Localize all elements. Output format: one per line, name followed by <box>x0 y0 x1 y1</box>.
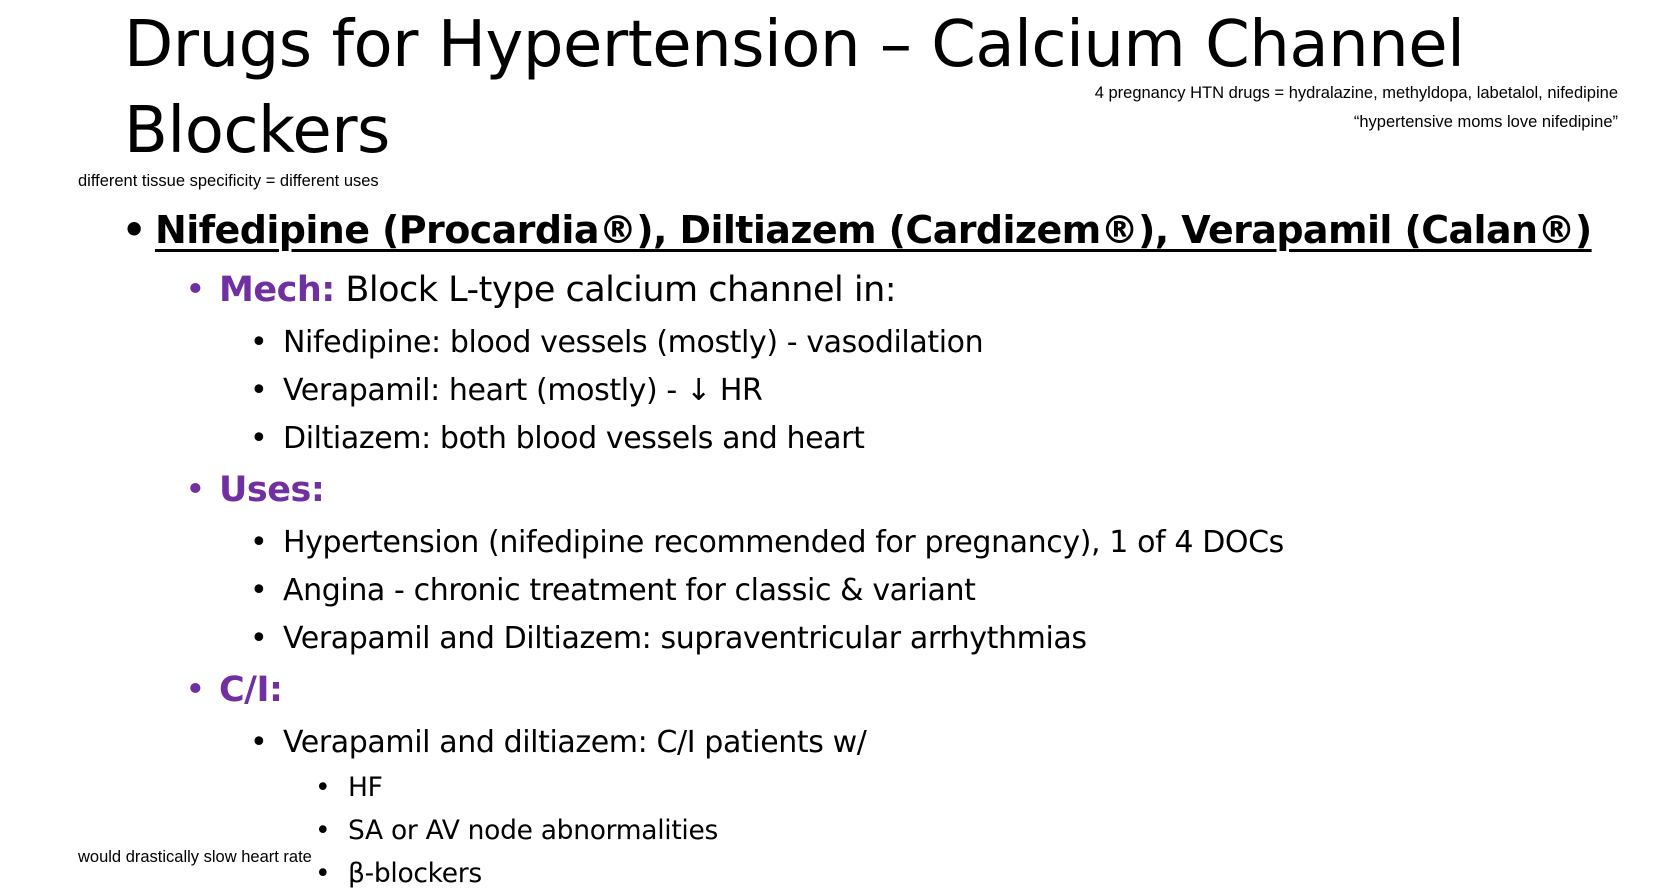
ci-item-text: Verapamil and diltiazem: C/I patients w/ <box>283 725 867 760</box>
mech-label: Mech: <box>219 270 335 310</box>
ci-subitem-text: SA or AV node abnormalities <box>348 815 718 846</box>
bullet-dot: • <box>250 525 268 560</box>
ci-subitem-text: HF <box>348 772 383 803</box>
bullet-dot: • <box>250 373 268 408</box>
uses-item-text: Angina - chronic treatment for classic & variant <box>283 573 976 608</box>
mech-item-text: Diltiazem: both blood vessels and heart <box>283 421 865 456</box>
note-tissue-specificity: different tissue specificity = different uses <box>78 172 379 190</box>
bullet-dot: • <box>250 421 268 456</box>
bullet-dot: • <box>122 208 146 252</box>
bullet-dot: • <box>250 725 268 760</box>
mech-item-text: Nifedipine: blood vessels (mostly) - vasodilation <box>283 325 984 360</box>
bullet-dot: • <box>250 325 268 360</box>
uses-item-text: Verapamil and Diltiazem: supraventricular arrhythmias <box>283 621 1087 656</box>
mech-line <box>219 266 896 314</box>
drug-names-text: Nifedipine (Procardia®), Diltiazem (Cardizem®), Verapamil (Calan®) <box>155 208 1592 252</box>
bullet-dot: • <box>185 270 206 310</box>
note-mnemonic: “hypertensive moms love nifedipine” <box>1353 113 1618 131</box>
bullet-dot: • <box>185 470 206 510</box>
bullet-dot: • <box>315 772 331 803</box>
mech-item-text: Verapamil: heart (mostly) - ↓ HR <box>283 373 763 408</box>
uses-label: Uses: <box>219 470 325 510</box>
ci-label: C/I: <box>219 670 283 710</box>
uses-item-text: Hypertension (nifedipine recommended for pregnancy), 1 of 4 DOCs <box>283 525 1284 560</box>
bullet-dot: • <box>185 670 206 710</box>
bullet-dot: • <box>250 573 268 608</box>
bullet-dot: • <box>315 858 331 889</box>
bullet-dot: • <box>315 815 331 846</box>
note-slow-heart-rate: would drastically slow heart rate <box>78 848 312 866</box>
slide-title: Drugs for Hypertension – Calcium Channel Blockers <box>124 8 1465 168</box>
note-pregnancy-drugs: 4 pregnancy HTN drugs = hydralazine, methyldopa, labetalol, nifedipine <box>1094 84 1618 102</box>
bullet-dot: • <box>250 621 268 656</box>
ci-subitem-text: β-blockers <box>348 858 482 889</box>
mech-text: Block L-type calcium channel in: <box>334 270 897 310</box>
